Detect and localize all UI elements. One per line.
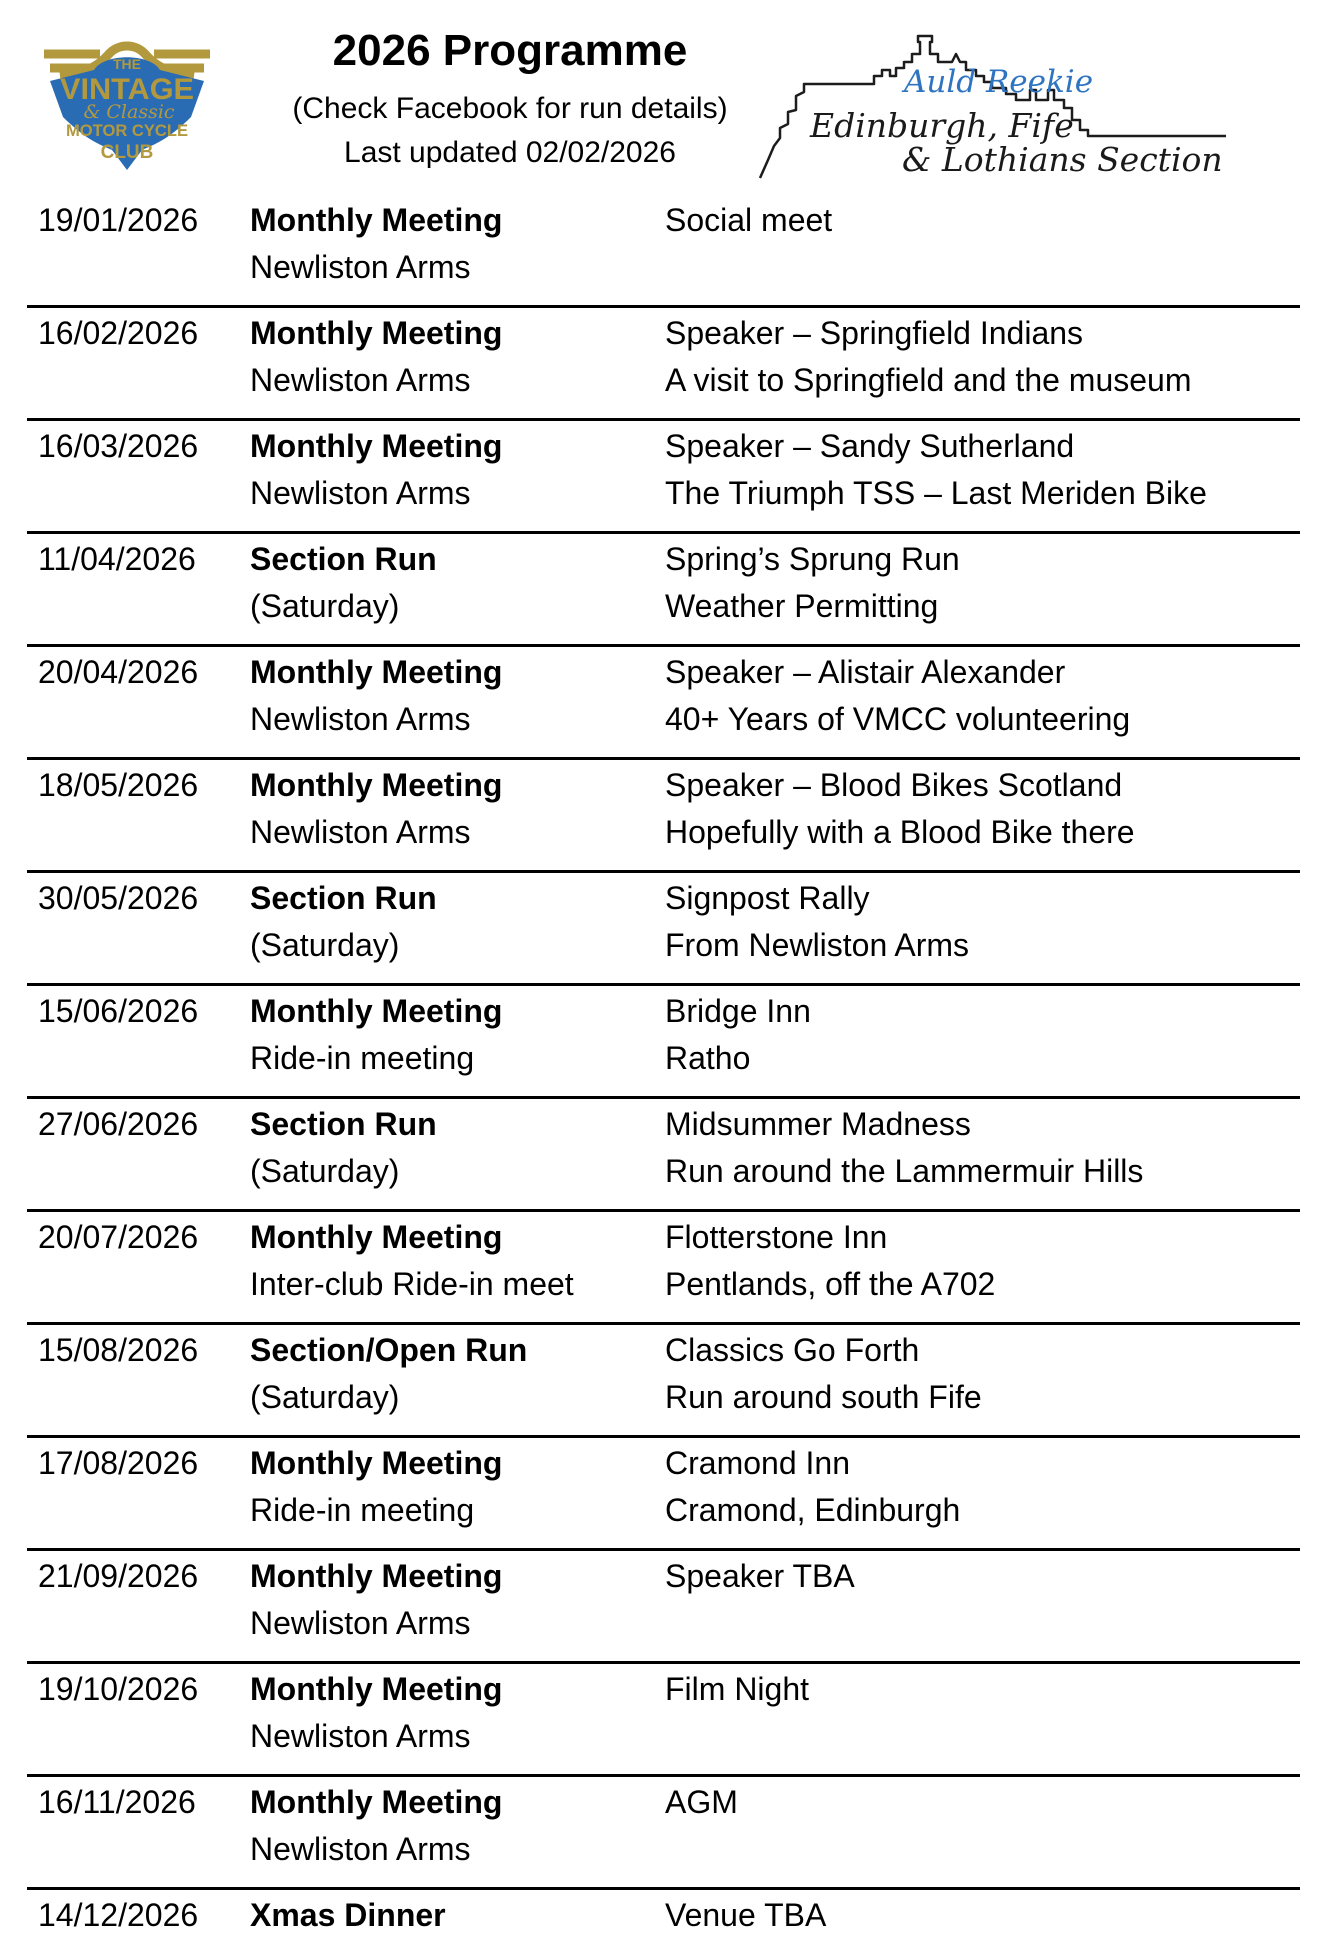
event-date: 21/09/2026 xyxy=(38,1558,199,1594)
event-type: Section Run xyxy=(250,880,437,916)
event-detail-line1: Spring’s Sprung Run xyxy=(665,541,960,577)
event-detail-line2: From Newliston Arms xyxy=(665,927,970,963)
event-row xyxy=(27,534,1300,647)
event-detail-line1: Bridge Inn xyxy=(665,993,811,1029)
title-block xyxy=(280,26,740,170)
event-date: 16/03/2026 xyxy=(38,428,199,464)
event-type: Monthly Meeting xyxy=(250,315,503,351)
event-venue: Inter-club Ride-in meet xyxy=(250,1266,574,1302)
event-type: Monthly Meeting xyxy=(250,202,503,238)
event-row xyxy=(27,1438,1300,1551)
event-venue: Newliston Arms xyxy=(250,475,471,511)
event-row xyxy=(27,1212,1300,1325)
event-detail-line2: Cramond, Edinburgh xyxy=(665,1492,961,1528)
event-venue: (Saturday) xyxy=(250,1379,400,1415)
event-type: Section/Open Run xyxy=(250,1332,528,1368)
event-type: Xmas Dinner xyxy=(250,1897,446,1933)
event-type: Monthly Meeting xyxy=(250,1445,503,1481)
event-date: 14/12/2026 xyxy=(38,1897,199,1933)
event-detail-line2: A visit to Springfield and the museum xyxy=(665,362,1192,398)
event-type: Monthly Meeting xyxy=(250,654,503,690)
event-row xyxy=(27,986,1300,1099)
event-date: 27/06/2026 xyxy=(38,1106,199,1142)
event-detail-line2: Run around the Lammermuir Hills xyxy=(665,1153,1144,1189)
section-emblem xyxy=(752,34,1238,184)
event-detail-line1: Speaker – Springfield Indians xyxy=(665,315,1084,351)
event-row xyxy=(27,1777,1300,1890)
event-date: 18/05/2026 xyxy=(38,767,199,803)
event-detail-line1: Cramond Inn xyxy=(665,1445,850,1481)
event-row xyxy=(27,1890,1300,1952)
event-detail-line1: Speaker – Sandy Sutherland xyxy=(665,428,1075,464)
event-detail-line2: 40+ Years of VMCC volunteering xyxy=(665,701,1131,737)
event-date: 19/10/2026 xyxy=(38,1671,199,1707)
event-date: 15/06/2026 xyxy=(38,993,199,1029)
event-date: 19/01/2026 xyxy=(38,202,199,238)
event-venue: (Saturday) xyxy=(250,588,400,624)
page-title: 2026 Programme xyxy=(332,26,688,75)
event-date: 16/02/2026 xyxy=(38,315,199,351)
emblem-lothians-section: & Lothians Section xyxy=(902,140,1223,179)
event-row xyxy=(27,1664,1300,1777)
event-detail-line2: Pentlands, off the A702 xyxy=(665,1266,996,1302)
vmcc-club-logo-icon xyxy=(36,22,218,174)
event-row xyxy=(27,1551,1300,1664)
event-type: Monthly Meeting xyxy=(250,428,503,464)
event-detail-line1: Classics Go Forth xyxy=(665,1332,920,1368)
event-date: 16/11/2026 xyxy=(38,1784,196,1820)
event-detail-line1: AGM xyxy=(665,1784,738,1820)
event-detail-line1: Venue TBA xyxy=(665,1897,827,1933)
event-venue: Newliston Arms xyxy=(250,1605,471,1641)
event-detail-line1: Signpost Rally xyxy=(665,880,870,916)
event-type: Section Run xyxy=(250,1106,437,1142)
event-detail-line1: Speaker TBA xyxy=(665,1558,855,1594)
event-type: Monthly Meeting xyxy=(250,1671,503,1707)
event-venue: Newliston Arms xyxy=(250,701,471,737)
emblem-auld-reekie: Auld Reekie xyxy=(904,64,1094,100)
logo-text-motorcycle: MOTOR CYCLE xyxy=(66,121,188,140)
event-row xyxy=(27,1099,1300,1212)
event-row xyxy=(27,760,1300,873)
events-table xyxy=(27,195,1300,1952)
event-venue: (Saturday) xyxy=(250,927,400,963)
event-row xyxy=(27,1325,1300,1438)
event-type: Monthly Meeting xyxy=(250,767,503,803)
event-detail-line1: Speaker – Alistair Alexander xyxy=(665,654,1066,690)
event-detail-line2: Weather Permitting xyxy=(665,588,939,624)
event-row xyxy=(27,421,1300,534)
event-detail-line1: Midsummer Madness xyxy=(665,1106,971,1142)
event-date: 30/05/2026 xyxy=(38,880,199,916)
event-venue: (Saturday) xyxy=(250,1153,400,1189)
subtitle: (Check Facebook for run details) xyxy=(292,92,728,125)
event-date: 20/07/2026 xyxy=(38,1219,199,1255)
event-row xyxy=(27,308,1300,421)
event-type: Monthly Meeting xyxy=(250,1558,503,1594)
event-detail-line2: Run around south Fife xyxy=(665,1379,982,1415)
event-detail-line1: Film Night xyxy=(665,1671,810,1707)
last-updated: Last updated 02/02/2026 xyxy=(344,136,676,169)
event-type: Section Run xyxy=(250,541,437,577)
event-venue: Ride-in meeting xyxy=(250,1492,475,1528)
event-detail-line1: Flotterstone Inn xyxy=(665,1219,888,1255)
event-date: 15/08/2026 xyxy=(38,1332,199,1368)
event-venue: Newliston Arms xyxy=(250,249,471,285)
event-type: Monthly Meeting xyxy=(250,993,503,1029)
event-venue: Newliston Arms xyxy=(250,814,471,850)
event-detail-line2: The Triumph TSS – Last Meriden Bike xyxy=(665,475,1207,511)
event-detail-line2: Ratho xyxy=(665,1040,751,1076)
header xyxy=(0,0,1342,195)
event-venue: Newliston Arms xyxy=(250,1831,471,1867)
logo-text-club: CLUB xyxy=(100,142,154,163)
event-date: 11/04/2026 xyxy=(38,541,196,577)
event-date: 17/08/2026 xyxy=(38,1445,199,1481)
event-row xyxy=(27,647,1300,760)
logo-text-classic: & Classic xyxy=(83,101,175,123)
event-detail-line1: Social meet xyxy=(665,202,833,238)
emblem-edinburgh-fife: Edinburgh, Fife xyxy=(810,106,1074,145)
event-detail-line1: Speaker – Blood Bikes Scotland xyxy=(665,767,1123,803)
event-type: Monthly Meeting xyxy=(250,1219,503,1255)
event-type: Monthly Meeting xyxy=(250,1784,503,1820)
event-venue: Ride-in meeting xyxy=(250,1040,475,1076)
event-venue: Newliston Arms xyxy=(250,362,471,398)
logo-text-vintage: VINTAGE xyxy=(60,73,194,106)
event-row xyxy=(27,873,1300,986)
event-date: 20/04/2026 xyxy=(38,654,199,690)
logo-text-the: THE xyxy=(113,56,141,72)
event-row xyxy=(27,195,1300,308)
event-venue: Newliston Arms xyxy=(250,1718,471,1754)
event-detail-line2: Hopefully with a Blood Bike there xyxy=(665,814,1135,850)
